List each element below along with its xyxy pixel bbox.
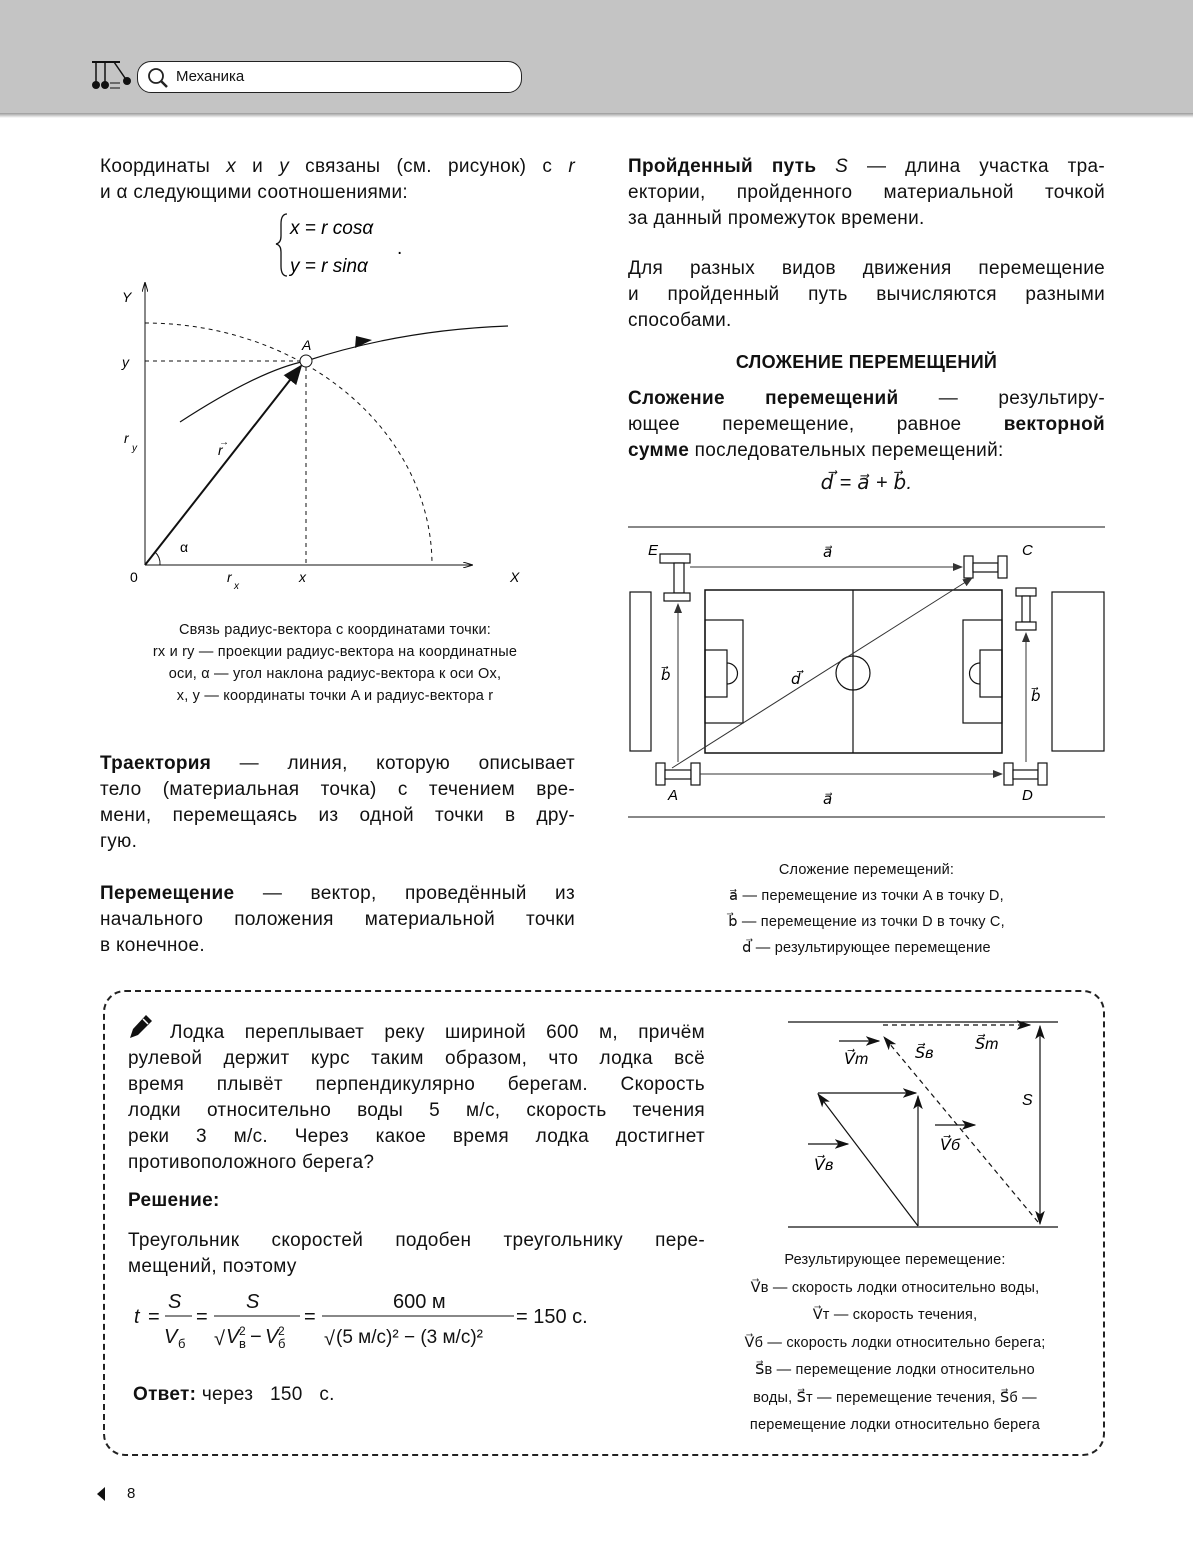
addition-definition-text: векторной — [1003, 414, 1105, 435]
svg-text:A: A — [668, 787, 679, 804]
answer-label: Ответ: — [133, 1384, 197, 1405]
svg-text:S: S — [168, 1291, 182, 1313]
svg-text:V⃗б: V⃗б — [940, 1137, 960, 1154]
solution-label: Решение: — [128, 1190, 220, 1211]
svg-text:b⃗: b⃗ — [1031, 688, 1041, 705]
equation-y: y = r sinα — [290, 256, 368, 277]
trajectory-definition-text: тело (материальная точка) с течением вре- — [100, 779, 575, 800]
graph-caption-line: Связь радиус-вектора с координатами точки: — [178, 622, 491, 638]
trajectory-definition-text: гую. — [100, 831, 138, 852]
intro-paragraph-text: и — [236, 156, 280, 177]
graph-caption-line: rx и ry — проекции радиус-вектора на координатные — [152, 644, 518, 660]
svg-text:Y: Y — [122, 289, 132, 305]
svg-text:V: V — [265, 1326, 279, 1348]
svg-text:= 150 с.: = 150 с. — [516, 1306, 588, 1328]
path-definition-text: S — [835, 156, 849, 177]
addition-definition-text: ющее перемещение, равное — [628, 414, 1004, 435]
path-definition-text: за данный промежуток времени. — [628, 208, 925, 229]
svg-text:→: → — [219, 437, 229, 448]
svg-text:x: x — [299, 569, 306, 585]
page-number: 8 — [127, 1485, 136, 1502]
svg-text:V⃗т: V⃗т — [844, 1051, 869, 1068]
svg-text:0: 0 — [130, 569, 138, 585]
svg-text:x: x — [234, 581, 239, 592]
boat-caption-line: V⃗в — скорость лодки относительно воды, — [750, 1279, 1040, 1296]
svg-text:2: 2 — [239, 1324, 246, 1338]
svg-text:a⃗: a⃗ — [823, 544, 833, 561]
boat-caption-line: V⃗т — скорость течения, — [812, 1307, 978, 1323]
problem-text-line: Лодка переплывает реку шириной 600 м, причём — [170, 1022, 705, 1043]
addition-definition-text: сумме — [628, 440, 690, 461]
boat-caption-line: перемещение лодки относительно берега — [749, 1417, 1041, 1433]
path-definition-text: ектории, пройденного материальной точкой — [628, 182, 1105, 203]
svg-text:−: − — [250, 1326, 262, 1348]
field-caption-line: d⃗ — результирующее перемещение — [742, 940, 991, 956]
problem-text-line: время плывёт перпендикулярно берегам. Скорость — [128, 1074, 705, 1095]
path-definition-text: Пройденный путь — [628, 156, 836, 177]
svg-text:d⃗: d⃗ — [791, 671, 801, 688]
svg-text:в: в — [239, 1336, 246, 1351]
svg-text:600 м: 600 м — [393, 1291, 446, 1313]
trajectory-definition-text: — линия, которую описывает — [211, 753, 575, 774]
problem-text-line: лодки относительно воды 5 м/с, скорость течения — [128, 1100, 705, 1121]
svg-text:=: = — [148, 1306, 160, 1328]
solution-text-line: Треугольник скоростей подобен треугольнику пере- — [128, 1230, 705, 1251]
displacement-definition-text: — вектор, проведённый из — [234, 883, 575, 904]
field-caption-line: b⃗ — перемещение из точки D в точку C, — [728, 914, 1005, 930]
svg-text:t: t — [134, 1306, 140, 1328]
motion-types-paragraph-text: и пройденный путь вычисляются разными — [628, 284, 1105, 305]
addition-definition-text: Сложение перемещений — [628, 388, 899, 409]
svg-text:S⃗т: S⃗т — [975, 1036, 999, 1053]
svg-text:V: V — [226, 1326, 240, 1348]
svg-text:b⃗: b⃗ — [661, 667, 671, 684]
boat-caption-line: V⃗б — скорость лодки относительно берега; — [744, 1334, 1046, 1351]
problem-text-line: реки 3 м/с. Через какое время лодка достигнет — [128, 1126, 705, 1147]
field-caption-line: Сложение перемещений: — [778, 862, 955, 878]
svg-text:r: r — [124, 430, 129, 446]
graph-caption-line: оси, α — угол наклона радиус-вектора к оси Ox, — [168, 666, 502, 682]
intro-paragraph-text: Координаты — [100, 156, 227, 177]
displacement-definition-text: в конечное. — [100, 935, 205, 956]
svg-text:D: D — [1022, 787, 1033, 804]
svg-text:.: . — [397, 238, 403, 259]
svg-text:S⃗в: S⃗в — [915, 1045, 934, 1062]
boat-caption-line: S⃗в — перемещение лодки относительно — [755, 1362, 1035, 1378]
svg-text:б: б — [178, 1336, 186, 1351]
time-formula — [128, 1283, 648, 1363]
problem-text-line: противоположного берега? — [128, 1152, 375, 1173]
intro-paragraph-text: y — [279, 156, 290, 177]
vector-sum-formula: d⃗ = a⃗ + b⃗. — [820, 472, 913, 494]
section-heading: СЛОЖЕНИЕ ПЕРЕМЕЩЕНИЙ — [735, 352, 998, 372]
intro-paragraph-text: r — [568, 156, 575, 177]
svg-text:y: y — [132, 443, 137, 454]
svg-text:α: α — [180, 539, 189, 555]
boat-caption-line: Результирующее перемещение: — [784, 1252, 1006, 1268]
svg-text:C: C — [1022, 542, 1033, 559]
svg-text:√: √ — [324, 1328, 335, 1350]
motion-types-paragraph-text: способами. — [628, 310, 732, 331]
path-definition-text: — длина участка тра- — [848, 156, 1106, 177]
graph-caption-line: x, y — координаты точки A и радиус-вектора r — [176, 688, 494, 704]
displacement-definition-text: начального положения материальной точки — [100, 909, 575, 930]
svg-text:A: A — [302, 337, 312, 353]
svg-text:V: V — [164, 1326, 178, 1348]
addition-definition-text: последовательных перемещений: — [689, 440, 1004, 461]
trajectory-definition-text: мени, перемещаясь из одной точки в дру- — [100, 805, 575, 826]
svg-text:a⃗: a⃗ — [823, 791, 833, 808]
addition-definition-text: — результиру- — [898, 388, 1105, 409]
intro-paragraph-text: и α следующими соотношениями: — [100, 182, 408, 203]
boat-caption-line: воды, S⃗т — перемещение течения, S⃗б — — [753, 1389, 1037, 1406]
svg-text:S: S — [1022, 1092, 1033, 1109]
intro-paragraph-text: x — [226, 156, 236, 177]
svg-text:(5 м/с)² − (3 м/с)²: (5 м/с)² − (3 м/с)² — [336, 1327, 483, 1348]
svg-text:б: б — [278, 1336, 286, 1351]
svg-text:X: X — [510, 569, 520, 585]
svg-text:=: = — [304, 1306, 316, 1328]
equation-x: x = r cosα — [290, 218, 374, 239]
trajectory-definition-text: Траектория — [100, 753, 212, 774]
svg-text:r: r — [227, 569, 232, 585]
answer-text: через 150 с. — [201, 1384, 335, 1405]
svg-text:r: r — [218, 442, 223, 458]
svg-text:y: y — [122, 354, 129, 370]
svg-text:E: E — [648, 542, 659, 559]
search-label: Механика — [176, 68, 245, 85]
svg-text:√: √ — [214, 1328, 225, 1350]
svg-text:V⃗в: V⃗в — [814, 1157, 834, 1174]
solution-text-line: мещений, поэтому — [128, 1256, 297, 1277]
svg-text:2: 2 — [278, 1324, 285, 1338]
svg-text:S: S — [246, 1291, 260, 1313]
page-marker-icon — [97, 1487, 105, 1501]
intro-paragraph-text: связаны (см. рисунок) с — [289, 156, 569, 177]
svg-text:=: = — [196, 1306, 208, 1328]
field-caption-line: a⃗ — перемещение из точки A в точку D, — [729, 888, 1004, 904]
motion-types-paragraph-text: Для разных видов движения перемещение — [628, 258, 1105, 279]
problem-text-line: рулевой держит курс таким образом, что лодка всё — [128, 1048, 705, 1069]
displacement-definition-text: Перемещение — [100, 883, 235, 904]
